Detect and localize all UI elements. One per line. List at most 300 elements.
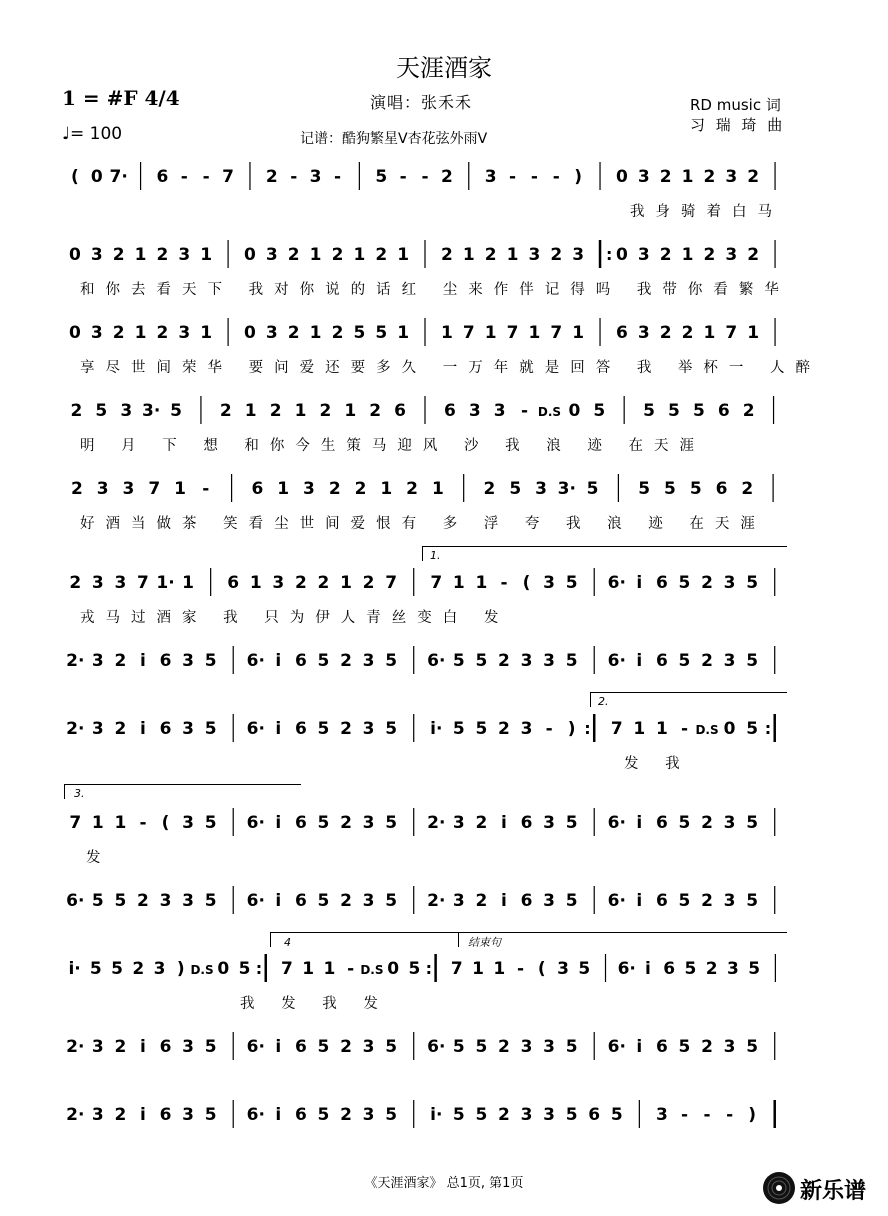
note: 1 [200, 245, 213, 265]
note: 3 [520, 719, 533, 739]
note: 5 [746, 719, 759, 739]
note: 1· [156, 573, 175, 593]
page-title: 天涯酒家 [396, 54, 492, 82]
note: 5 [746, 1037, 759, 1057]
composer-credit: 习 瑞 琦 曲 [690, 116, 786, 134]
note: 5 [385, 891, 398, 911]
note: i [501, 891, 507, 911]
note: D.S [190, 963, 214, 977]
note: 0 [217, 959, 230, 979]
volta-bracket [590, 692, 787, 707]
note: 2 [156, 245, 169, 265]
note: 1 [572, 323, 585, 343]
note: 6· [246, 1105, 265, 1125]
note: ) [574, 167, 583, 187]
note: 5 [89, 959, 102, 979]
note: 2 [294, 573, 307, 593]
note: - [333, 167, 342, 187]
notes-line [64, 712, 786, 746]
note: 3 [520, 1037, 533, 1057]
volta-2-label: 2. [598, 695, 609, 708]
note: 6 [156, 167, 169, 187]
note: 5 [317, 1105, 330, 1125]
note: - [290, 167, 298, 187]
note: 5 [375, 323, 388, 343]
note: 6· [246, 651, 265, 671]
lyrics-line: 我身骑着白马 [630, 204, 783, 220]
note: 5 [452, 719, 465, 739]
note: 1 [681, 167, 694, 187]
note: 3 [362, 719, 375, 739]
note: 2 [354, 479, 367, 499]
note: 2 [331, 323, 344, 343]
note: 2 [319, 401, 332, 421]
lyrics-line: 发 [86, 850, 112, 866]
note: 2 [484, 245, 497, 265]
volta-4-label: 4 [284, 936, 291, 949]
note: 3 [272, 573, 285, 593]
note: 5 [692, 401, 705, 421]
note: 3 [182, 891, 195, 911]
note: 3 [452, 813, 465, 833]
note: 1 [747, 323, 760, 343]
notes-line [64, 884, 786, 918]
note: 3 [637, 245, 650, 265]
note: 2 [747, 245, 760, 265]
note: 6 [520, 813, 533, 833]
notes-svg [64, 884, 786, 918]
note: i [275, 1105, 282, 1125]
volta-bracket [422, 546, 787, 561]
note: 5 [204, 719, 217, 739]
note: 2· [66, 719, 85, 739]
note: i [140, 1037, 146, 1057]
note: 5 [385, 1037, 398, 1057]
note: 5 [95, 401, 108, 421]
note: 3 [91, 719, 104, 739]
note: 6· [427, 651, 446, 671]
note: 1 [380, 479, 393, 499]
note: 3 [303, 479, 315, 499]
note: 1 [703, 323, 716, 343]
note: 2 [681, 323, 694, 343]
note: 6 [520, 891, 533, 911]
page-footer: 《天涯酒家》 总1页, 第1页 [364, 1176, 524, 1191]
note: 5 [509, 479, 522, 499]
lyrics-line: 我 发 我 发 [240, 996, 389, 1012]
note: 5 [746, 651, 759, 671]
note: 6 [294, 813, 307, 833]
note: 1 [244, 401, 257, 421]
note: i [636, 651, 643, 671]
notes-svg [64, 238, 786, 272]
note: 6 [655, 1037, 668, 1057]
note: 3 [182, 813, 195, 833]
note: - [202, 167, 210, 187]
note: 7 [281, 959, 293, 979]
note: 1 [655, 719, 668, 739]
repeat-dots: : [584, 719, 591, 738]
note: 5 [353, 323, 366, 343]
note: 5 [678, 813, 691, 833]
note: 6 [655, 651, 668, 671]
lyrics-line: 明 月 下 想 和你今生策马迎风 沙 我 浪 迹 在天涯 [80, 438, 705, 454]
note: 5 [475, 651, 488, 671]
note: 6· [617, 959, 636, 979]
note: 5 [204, 1105, 217, 1125]
note: 3 [114, 573, 127, 593]
note: 5 [746, 813, 759, 833]
note: 5 [610, 1105, 623, 1125]
note: i [275, 891, 282, 911]
note: 3 [159, 891, 172, 911]
note: i [140, 1105, 146, 1125]
note: 5 [565, 1105, 578, 1125]
note: 3 [726, 959, 739, 979]
note: 5 [746, 573, 759, 593]
note: 5 [475, 719, 488, 739]
note: 5 [317, 891, 330, 911]
note: 2 [703, 245, 716, 265]
note: 2 [701, 813, 713, 833]
note: 5 [452, 651, 465, 671]
score-row [64, 1030, 786, 1100]
note: 1 [200, 323, 213, 343]
note: 3 [723, 573, 736, 593]
note: 5 [638, 479, 651, 499]
note: 1 [397, 245, 410, 265]
lyrics-line: 发 我 [624, 756, 691, 772]
note: 3 [362, 1037, 375, 1057]
note: 5 [565, 573, 578, 593]
note: - [545, 719, 553, 739]
note: 2 [741, 479, 754, 499]
note: 3 [725, 245, 738, 265]
note: 2 [498, 719, 510, 739]
note: 2 [659, 167, 672, 187]
note: 5 [565, 1037, 578, 1057]
score-row [64, 712, 786, 782]
note: 3 [91, 1105, 104, 1125]
note: 2 [328, 479, 341, 499]
note: i· [68, 959, 81, 979]
note: 7 [462, 323, 475, 343]
note: 2 [659, 323, 672, 343]
note: 2· [66, 651, 85, 671]
note: 2· [427, 813, 446, 833]
notes-svg [64, 394, 786, 428]
note: 1 [462, 245, 475, 265]
note: 2 [703, 167, 716, 187]
note: - [680, 719, 688, 739]
note: 1 [681, 245, 694, 265]
volta-3-label: 3. [74, 787, 85, 800]
note: i [645, 959, 651, 979]
note: 6 [394, 401, 407, 421]
note: 2 [475, 891, 488, 911]
logo-text: 新乐谱 [800, 1179, 867, 1204]
note: 6 [443, 401, 456, 421]
notes-line [64, 806, 786, 840]
note: - [202, 479, 210, 499]
note: 1 [302, 959, 315, 979]
note: 2 [287, 245, 300, 265]
note: 3· [141, 401, 161, 421]
note: 2 [69, 573, 82, 593]
note: 3 [362, 651, 375, 671]
note: 5 [565, 651, 578, 671]
note: - [703, 1105, 711, 1125]
note: 0 [723, 719, 736, 739]
volta-ending-label: 结束句 [468, 936, 501, 949]
note: 5 [643, 401, 655, 421]
note: 2 [156, 323, 169, 343]
score-row [64, 160, 786, 230]
note: 5 [385, 813, 398, 833]
note: i [275, 719, 282, 739]
note: 6 [159, 719, 172, 739]
note: 3 [122, 479, 135, 499]
score-row [64, 238, 790, 308]
note: 2 [440, 167, 453, 187]
note: 3 [265, 245, 278, 265]
note: 6· [246, 719, 265, 739]
note: i· [430, 719, 443, 739]
note: i [140, 651, 146, 671]
note: 3 [557, 959, 569, 979]
lyrics-line: 戎马过酒家 我 只为伊人青丝变白 发 [80, 610, 510, 626]
note: 2 [375, 245, 388, 265]
note: 2 [340, 651, 352, 671]
score-row [64, 806, 786, 876]
note: 3 [120, 401, 133, 421]
tempo-marking: ♩= 100 [62, 124, 123, 144]
note: 6· [607, 573, 626, 593]
note: 6 [294, 651, 307, 671]
notes-line [64, 644, 786, 678]
note: 2 [550, 245, 563, 265]
note: - [521, 401, 529, 421]
note: 5 [317, 719, 330, 739]
note: 1 [277, 479, 290, 499]
note: 3 [723, 891, 736, 911]
note: 2 [269, 401, 282, 421]
note: 5 [565, 813, 578, 833]
note: 5 [475, 1037, 488, 1057]
note: 3 [309, 167, 322, 187]
note: i [636, 573, 643, 593]
note: 5 [565, 891, 578, 911]
note: 1 [344, 401, 357, 421]
note: 2 [114, 719, 127, 739]
note: 2 [340, 891, 352, 911]
note: 3 [723, 813, 736, 833]
notes-line [64, 472, 786, 506]
note: 2 [265, 167, 278, 187]
note: 6· [246, 813, 265, 833]
note: 1 [472, 959, 485, 979]
note: 5 [238, 959, 251, 979]
note: 2 [498, 1037, 510, 1057]
note: 3 [723, 1037, 736, 1057]
score-row [64, 316, 822, 386]
note: 2 [701, 891, 713, 911]
note: 6 [655, 573, 668, 593]
note: 5 [746, 891, 759, 911]
note: ) [567, 719, 576, 739]
note: 6 [227, 573, 240, 593]
note: ) [748, 1105, 757, 1125]
note: 2· [66, 1037, 85, 1057]
note: - [399, 167, 407, 187]
note: 3 [362, 891, 375, 911]
note: 6 [251, 479, 264, 499]
note: 3 [91, 1037, 104, 1057]
score-row [64, 952, 786, 1022]
note: 3 [543, 813, 556, 833]
note: ( [522, 573, 531, 593]
note: i [275, 651, 282, 671]
note: 1 [528, 323, 541, 343]
note: 6 [159, 1105, 172, 1125]
notes-line [64, 160, 786, 194]
note: 3 [723, 651, 736, 671]
note: 0 [90, 167, 103, 187]
note: ( [161, 813, 170, 833]
notes-line [64, 566, 786, 600]
repeat-dots: : [425, 959, 433, 978]
note: 7 [69, 813, 82, 833]
note: 2 [114, 651, 127, 671]
notes-line [64, 1030, 786, 1064]
note: 5 [170, 401, 182, 421]
note: 6 [159, 1037, 172, 1057]
note: - [517, 959, 525, 979]
note: 3· [557, 479, 576, 499]
note: - [552, 167, 560, 187]
notes-svg [64, 472, 786, 506]
note: 6· [246, 891, 265, 911]
note: 5 [664, 479, 676, 499]
note: 5 [385, 719, 398, 739]
note: 3 [182, 719, 195, 739]
note: 7 [450, 959, 463, 979]
note: 6· [607, 813, 626, 833]
note: 2 [362, 573, 375, 593]
note: 2 [483, 479, 496, 499]
note: 0 [69, 245, 81, 265]
note: 2 [317, 573, 330, 593]
lyrics-line: 和你去看天下 我对你说的话红 尘来作伴记得吗 我带你看繁华 [80, 282, 790, 298]
note: 2 [747, 167, 760, 187]
volta-bracket [64, 784, 301, 799]
note: 1 [182, 573, 195, 593]
note: 7 [430, 573, 443, 593]
note: ) [176, 959, 185, 979]
note: 2 [701, 573, 713, 593]
note: 7 [610, 719, 623, 739]
note: 2 [340, 719, 352, 739]
note: D.S [360, 963, 384, 977]
note: 2 [331, 245, 344, 265]
notes-svg [64, 566, 786, 600]
note: i [140, 719, 146, 739]
note: 3 [153, 959, 166, 979]
note: 6 [663, 959, 676, 979]
note: 5 [593, 401, 606, 421]
notes-svg [64, 952, 786, 986]
notes-svg [64, 806, 786, 840]
note: 5 [204, 813, 217, 833]
note: 6 [294, 891, 307, 911]
note: 5 [375, 167, 388, 187]
transcriber-credit: 记谱：酷狗繁星V杏花弦外雨V [300, 131, 488, 147]
note: 6 [294, 1037, 307, 1057]
note: 5 [678, 573, 691, 593]
note: 6· [246, 1037, 265, 1057]
note: 2 [137, 891, 149, 911]
note: 3 [725, 167, 738, 187]
note: 3 [655, 1105, 668, 1125]
notes-svg [64, 644, 786, 678]
note: 3 [543, 651, 556, 671]
note: 3 [90, 323, 103, 343]
note: 2 [112, 245, 125, 265]
note: 7 [137, 573, 149, 593]
note: 2 [659, 245, 672, 265]
note: - [680, 1105, 688, 1125]
note: 5 [452, 1105, 465, 1125]
note: 6 [715, 479, 728, 499]
note: 5 [748, 959, 761, 979]
note: 2 [340, 1105, 352, 1125]
note: 3 [493, 401, 506, 421]
note: 3 [520, 651, 533, 671]
note: 1 [174, 479, 186, 499]
note: 1 [323, 959, 336, 979]
note: 7 [506, 323, 519, 343]
note: 2 [369, 401, 382, 421]
note: 0 [69, 323, 81, 343]
note: 5 [452, 1037, 465, 1057]
note: 1 [309, 245, 322, 265]
note: - [180, 167, 188, 187]
note: - [421, 167, 429, 187]
note: 1 [249, 573, 262, 593]
note: 3 [182, 1037, 195, 1057]
note: 2 [114, 1037, 127, 1057]
note: 5 [204, 651, 217, 671]
note: 2 [498, 651, 510, 671]
note: 3 [91, 651, 104, 671]
note: 0 [615, 245, 628, 265]
note: 1 [309, 323, 322, 343]
note: 3 [452, 891, 465, 911]
note: 6 [615, 323, 628, 343]
note: 1 [431, 479, 444, 499]
note: 6 [294, 719, 307, 739]
repeat-dots: : [606, 245, 613, 264]
repeat-dots: : [764, 719, 772, 738]
volta-bracket [270, 932, 461, 947]
score-row [64, 566, 786, 636]
note: 6 [717, 401, 730, 421]
note: i [275, 813, 282, 833]
note: 1 [506, 245, 519, 265]
note: 3 [535, 479, 547, 499]
note: i [275, 1037, 282, 1057]
note: D.S [537, 405, 562, 419]
